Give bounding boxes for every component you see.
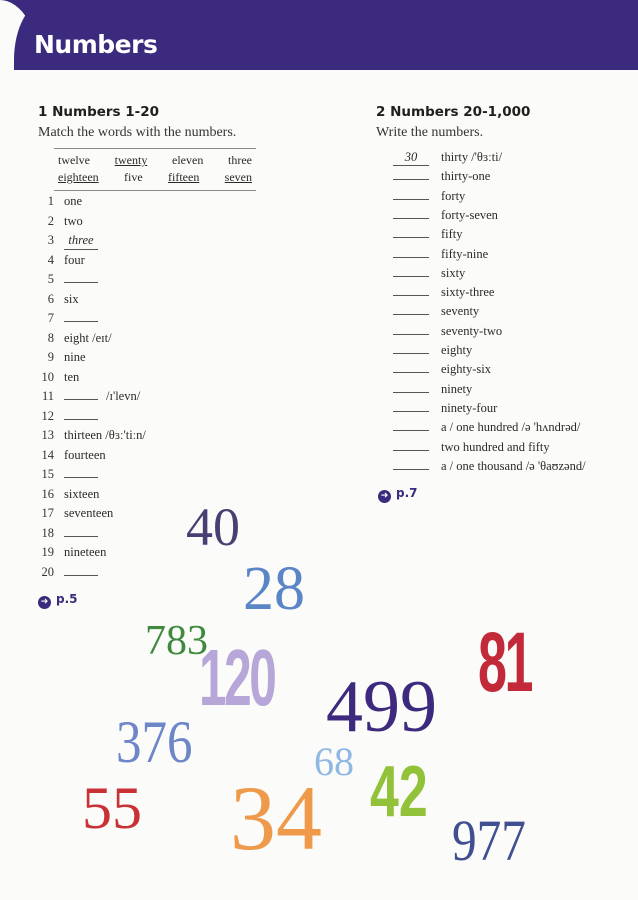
list-item	[393, 225, 463, 244]
section2-instruction: Write the numbers.	[376, 125, 484, 140]
list-item	[24, 485, 99, 503]
item-number: 16	[41, 486, 54, 501]
item-number: 10	[41, 369, 54, 384]
item-word: four	[64, 252, 85, 267]
decor-number-42: 42	[370, 752, 428, 832]
item-word: nineteen	[64, 545, 107, 559]
item-word: nine	[64, 350, 86, 364]
answer-blank[interactable]	[393, 343, 429, 354]
word-box-row-1	[54, 152, 256, 169]
item-word: sixty-three	[441, 285, 495, 300]
item-word: eighty-six	[441, 362, 491, 377]
list-item	[393, 380, 472, 399]
item-number: 15	[41, 467, 54, 481]
list-item	[393, 457, 586, 476]
item-number: 19	[41, 545, 54, 559]
answer-blank[interactable]	[393, 362, 429, 373]
section1-title: 1 Numbers 1-20	[38, 104, 160, 120]
list-item	[24, 231, 98, 249]
answer-blank[interactable]	[64, 389, 98, 400]
list-item	[393, 360, 491, 379]
page-ref-label: p.5	[56, 592, 78, 606]
list-item	[24, 524, 98, 542]
answer-blank[interactable]	[64, 526, 98, 537]
answer-blank[interactable]	[393, 266, 429, 277]
item-word: seventeen	[64, 506, 114, 520]
list-item	[24, 387, 140, 405]
list-item	[393, 418, 580, 437]
decor-number-977: 977	[452, 808, 526, 873]
answer-blank[interactable]	[393, 227, 429, 238]
answer-blank[interactable]	[393, 169, 429, 180]
answer-blank[interactable]	[393, 247, 429, 258]
answer-blank[interactable]	[393, 208, 429, 219]
list-item	[393, 167, 490, 186]
item-word: seventy	[441, 304, 480, 319]
item-number: 5	[47, 272, 54, 286]
decor-number-40: 40	[186, 497, 240, 557]
item-word: ninety-four	[441, 400, 498, 415]
word: three	[228, 153, 252, 167]
list-item	[393, 302, 479, 321]
word: eighteen	[58, 170, 99, 184]
item-word: forty-seven	[441, 207, 498, 222]
item-word: eighty	[441, 343, 473, 357]
item-number: 20	[41, 564, 54, 579]
page-ref-p7[interactable]	[378, 486, 418, 503]
answer-blank[interactable]	[393, 401, 429, 412]
item-number: 4	[47, 252, 54, 267]
list-item	[24, 309, 98, 327]
decor-number-68: 68	[314, 739, 354, 784]
list-item	[393, 187, 465, 206]
item-number: 7	[47, 311, 54, 325]
decor-number-783: 783	[145, 618, 208, 664]
item-word: sixteen	[64, 486, 100, 501]
item-word: thirty-one	[441, 169, 491, 184]
answer-blank[interactable]	[393, 382, 429, 393]
answer-blank[interactable]	[64, 467, 98, 478]
list-item	[393, 322, 502, 341]
item-word: fifty	[441, 227, 463, 242]
item-word: eight /eɪt/	[64, 330, 112, 345]
answer-blank[interactable]	[393, 420, 429, 431]
list-item	[24, 407, 98, 425]
answer-blank[interactable]	[64, 311, 98, 322]
item-number: 12	[41, 408, 54, 423]
word-box-row-2	[54, 169, 256, 186]
item-word: thirty /'θɜːti/	[441, 150, 503, 164]
item-word: two	[64, 213, 83, 228]
list-item	[393, 283, 494, 302]
list-item	[24, 543, 106, 561]
item-number: 9	[47, 350, 54, 364]
list-item	[24, 212, 83, 230]
word: seven	[224, 170, 252, 184]
item-number: 8	[47, 330, 54, 345]
word-box	[54, 148, 256, 191]
word: twelve	[58, 153, 90, 167]
item-word: six	[64, 291, 79, 306]
item-word: sixty	[441, 265, 466, 280]
list-item	[393, 341, 472, 360]
list-item	[393, 206, 498, 225]
item-word: one	[64, 194, 83, 208]
section2-title: 2 Numbers 20-1,000	[376, 104, 531, 120]
section1-instruction: Match the words with the numbers.	[38, 125, 237, 140]
list-item	[24, 192, 82, 210]
page-ref-label: p.7	[396, 486, 418, 500]
decor-number-55: 55	[82, 775, 142, 841]
list-item	[24, 504, 113, 522]
answer-blank[interactable]	[393, 440, 429, 451]
answer-blank[interactable]	[64, 409, 98, 420]
answer-blank[interactable]	[64, 272, 98, 283]
item-word: ten	[64, 369, 80, 384]
answer-blank[interactable]	[393, 189, 429, 200]
answer-blank[interactable]	[393, 285, 429, 296]
decor-number-376: 376	[116, 709, 193, 775]
item-number: 6	[47, 291, 54, 306]
decor-number-28: 28	[243, 555, 305, 623]
item-pronunciation: /ɪ'levn/	[106, 389, 141, 403]
decor-number-81: 81	[478, 615, 531, 709]
list-item	[393, 148, 502, 167]
list-item	[24, 270, 98, 288]
item-number: 1	[47, 194, 54, 208]
word: twenty	[114, 153, 148, 167]
list-item	[24, 368, 79, 386]
item-number: 13	[41, 428, 54, 442]
item-word: two hundred and fifty	[441, 439, 550, 454]
list-item	[24, 446, 106, 464]
list-item	[24, 251, 85, 269]
item-word: forty	[441, 188, 466, 203]
word: eleven	[172, 153, 204, 167]
list-item	[24, 563, 98, 581]
item-number: 17	[41, 506, 54, 520]
item-word: thirteen /θɜː'tiːn/	[64, 428, 146, 442]
list-item	[24, 348, 86, 366]
decor-number-120: 120	[199, 633, 275, 722]
item-number: 14	[41, 447, 54, 462]
answer-blank[interactable]: 30	[393, 150, 429, 166]
list-item	[24, 426, 146, 444]
answer-blank[interactable]	[393, 324, 429, 335]
answer-blank[interactable]	[393, 459, 429, 470]
word: five	[124, 170, 143, 184]
item-word: a / one thousand /ə 'θaʊzənd/	[441, 458, 586, 473]
list-item	[393, 399, 497, 418]
list-item	[393, 245, 488, 264]
item-word: a / one hundred /ə 'hʌndrəd/	[441, 420, 581, 435]
item-number: 2	[47, 213, 54, 228]
word: fifteen	[168, 170, 200, 184]
item-number: 3	[47, 233, 54, 247]
page-title: Numbers	[34, 30, 158, 59]
item-word: ninety	[441, 381, 473, 396]
page-ref-p5[interactable]	[38, 592, 78, 609]
item-number: 18	[41, 525, 54, 540]
item-number: 11	[41, 389, 54, 403]
answer-blank[interactable]	[393, 304, 429, 315]
item-word: fourteen	[64, 447, 106, 462]
list-item	[24, 465, 98, 483]
list-item	[24, 290, 79, 308]
decor-number-499: 499	[326, 666, 437, 748]
arrow-right-icon: ➜	[38, 596, 51, 609]
item-word: fifty-nine	[441, 246, 489, 261]
decor-number-34: 34	[230, 767, 322, 869]
list-item	[24, 329, 112, 347]
arrow-right-icon: ➜	[378, 490, 391, 503]
item-word: seventy-two	[441, 323, 503, 338]
answer-blank[interactable]: three	[64, 231, 98, 250]
list-item	[393, 438, 550, 457]
answer-blank[interactable]	[64, 565, 98, 576]
list-item	[393, 264, 465, 283]
